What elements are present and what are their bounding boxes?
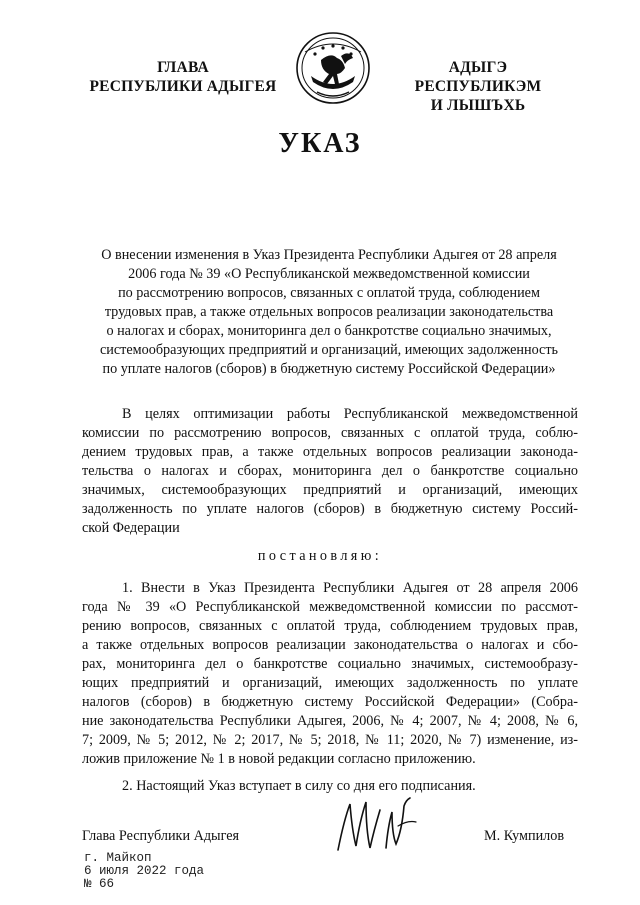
stamp-place: г. Майкоп [84,851,152,865]
header-right-line-2: И ЛЫШЪХЬ [430,97,526,114]
preamble-line: тельства о налогах и сборах, мониторинга дел о банкротстве социально [82,463,578,479]
subject-line: системообразующих предприятий и организаций, имеющих задолженность [99,342,558,358]
item-1-line: рению вопросов, связанных с оплатой труда, соблюдением трудовых прав, [82,618,578,634]
signatory-name: М. Кумпилов [484,828,565,844]
header-right [388,58,568,115]
subject-line: 2006 года № 39 «О Республиканской межведомственной комиссии [128,266,530,282]
header-right-line-1: АДЫГЭ РЕСПУБЛИКЭМ [414,59,542,95]
preamble-line: дением трудовых прав, а также отдельных вопросов реализации законода- [82,444,578,460]
preamble-paragraph [82,405,578,538]
header-left [78,58,288,96]
header-left-line-1: ГЛАВА [157,59,209,76]
preamble-line: комиссии по рассмотрению вопросов, связанных с оплатой труда, соблю- [82,425,578,441]
signatory-position: Глава Республики Адыгея [82,828,240,844]
coat-of-arms-emblem [291,30,375,106]
decree-subject [82,246,576,379]
item-1-line: ние законодательства Республики Адыгея, 2006, № 4; 2007, № 4; 2008, № 6, [82,713,578,729]
item-1-line: года № 39 «О Республиканской межведомственной комиссии по рассмот- [82,599,578,615]
preamble-line: задолженность по уплате налогов (сборов) в бюджетную систему Россий- [82,501,578,517]
subject-line: по рассмотрению вопросов, связанных с оплатой труда, соблюдением [118,285,540,301]
stamp-number: № 66 [84,877,115,891]
item-1-line: 7; 2009, № 5; 2012, № 2; 2017, № 5; 2018, № 11; 2020, № 7) изменение, из- [82,732,578,748]
place-date-number [84,852,204,891]
item-1-line: налогов (сборов) в бюджетную систему Российской Федерации» (Собра- [82,694,578,710]
handwritten-signature [330,790,430,862]
item-1-paragraph [82,579,578,769]
item-1-line: а также отдельных вопросов реализации законодательства о налогах и сбо- [82,637,578,653]
item-2-line: 2. Настоящий Указ вступает в силу со дня его подписания. [122,778,476,794]
preamble-line: ской Федерации [82,520,180,536]
item-1-line: рах, мониторинга дел о банкротстве социально значимых, системообразу- [82,656,578,672]
document-title: УКАЗ [278,128,362,159]
subject-line: о налогах и сборах, мониторинга дел о банкротстве социально значимых, [106,323,552,339]
subject-line: О внесении изменения в Указ Президента Республики Адыгея от 28 апреля [101,247,557,263]
preamble-line: В целях оптимизации работы Республиканской межведомственной [122,406,578,422]
subject-line: по уплате налогов (сборов) в бюджетную систему Российской Федерации» [102,361,556,377]
stamp-date: 6 июля 2022 года [84,864,205,878]
subject-line: трудовых прав, а также отдельных вопросов реализации законодательства [104,304,554,320]
item-1-line: ложив приложение № 1 в новой редакции согласно приложению. [82,751,476,767]
item-1-line: ющих предприятий и организаций, имеющих задолженность по уплате [82,675,578,691]
decree-word: постановляю: [257,548,383,564]
preamble-line: значимых, системообразующих предприятий и организаций, имеющих [82,482,578,498]
header-left-line-2: РЕСПУБЛИКИ АДЫГЕЯ [89,78,277,95]
item-1-line: 1. Внести в Указ Президента Республики Адыгея от 28 апреля 2006 [122,580,578,596]
